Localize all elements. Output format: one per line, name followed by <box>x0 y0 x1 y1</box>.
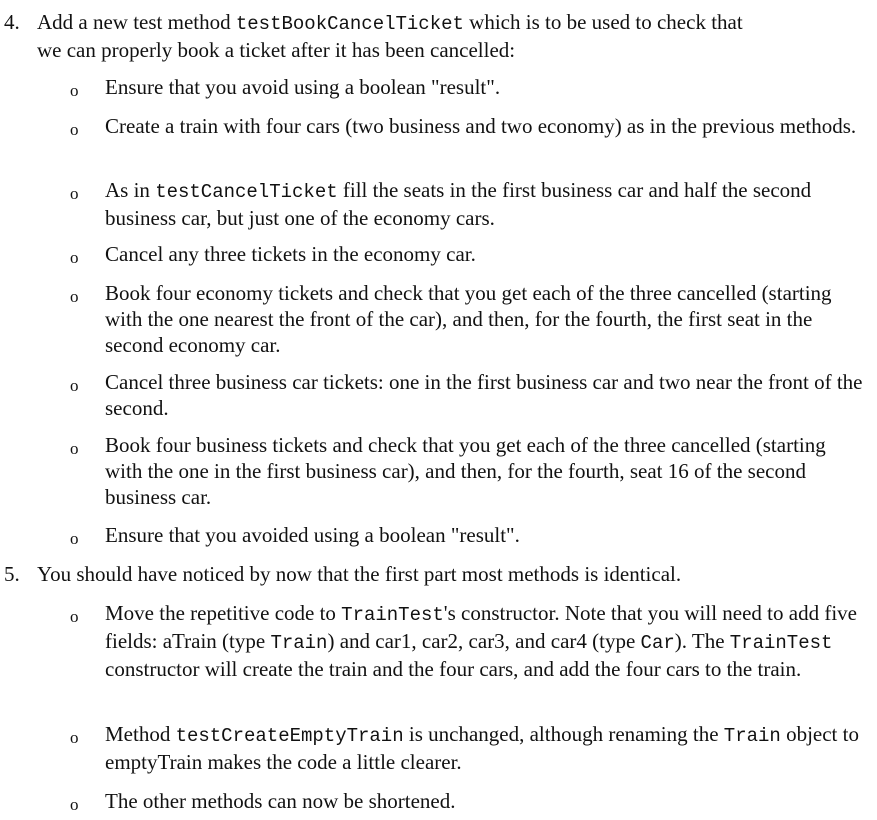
list-number: 5. <box>4 562 20 586</box>
bullet-icon: o <box>70 184 79 203</box>
code-type-name: Train <box>723 725 781 747</box>
code-class-name: TrainTest <box>729 632 833 654</box>
code-method-name: testBookCancelTicket <box>235 13 464 35</box>
list-number: 4. <box>4 10 20 34</box>
bullet-icon: o <box>70 607 79 626</box>
code-class-name: TrainTest <box>341 604 444 626</box>
bullet-icon: o <box>70 439 79 458</box>
bullet-icon: o <box>70 795 79 814</box>
bullet-icon: o <box>70 248 79 267</box>
bullet-icon: o <box>70 81 79 100</box>
bullet-icon: o <box>70 529 79 548</box>
code-method-name: testCancelTicket <box>155 181 338 203</box>
list-item-text: You should have noticed by now that the first part most methods is identical. <box>37 562 682 586</box>
code-type-name: Train <box>270 632 328 654</box>
bullet-icon: o <box>70 287 79 306</box>
code-type-name: Car <box>640 632 675 654</box>
bullet-icon: o <box>70 728 79 747</box>
list-item-text: Add a new test method testBookCancelTicket which is to be used to check that we can properly book a ticket after it has been cancelled: <box>37 10 743 62</box>
bullet-icon: o <box>70 376 79 395</box>
code-method-name: testCreateEmptyTrain <box>175 725 404 747</box>
bullet-icon: o <box>70 120 79 139</box>
